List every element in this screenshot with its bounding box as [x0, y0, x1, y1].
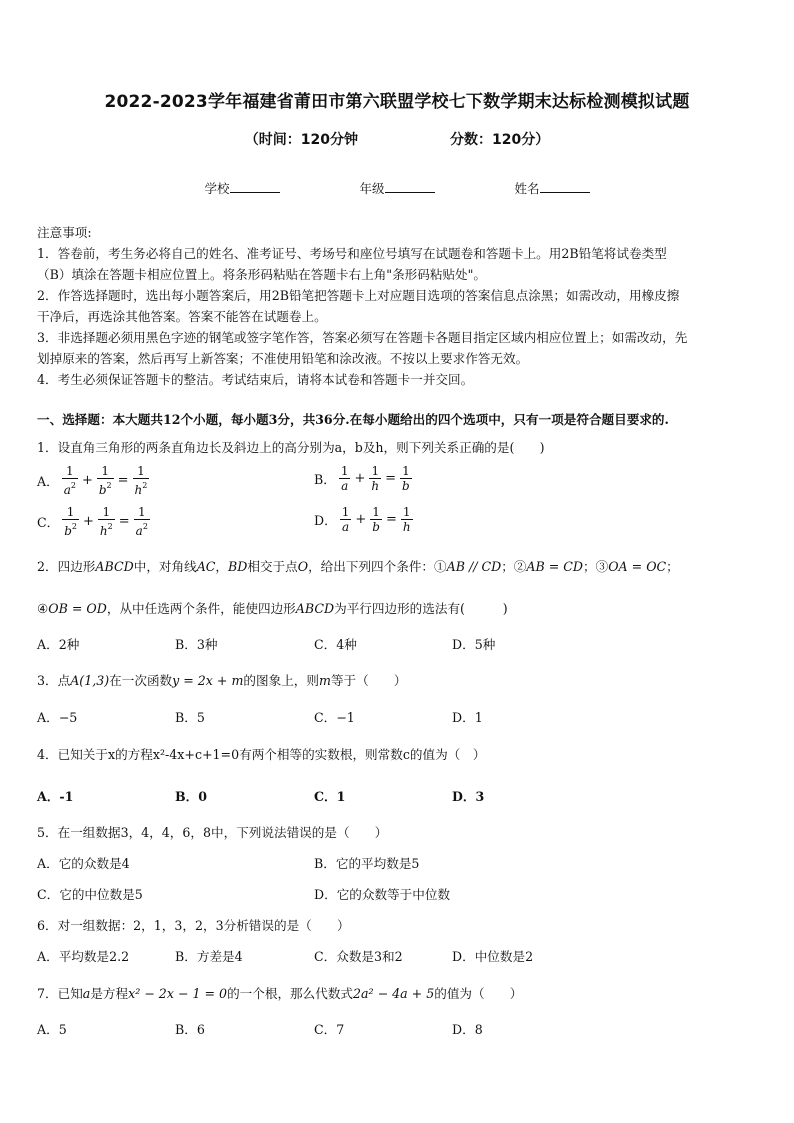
- q5-option-c: C．它的中位数是5: [37, 887, 143, 902]
- question-2-stem: 2．四边形ABCD中，对角线AC，BD相交于点O，给出下列四个条件：①AB // CD；②AB = CD；③OA = OC；: [37, 559, 679, 574]
- q1-option-b: B． 1 a + $\frac{1}{h}$ = $\frac{1}{b}$: [314, 464, 410, 493]
- notes-line: 2．作答选择题时，选出每小题答案后，用2B铅笔把答题卡上对应题目选项的答案信息点涂黑；如需改动，用橡皮擦: [37, 288, 680, 303]
- option-label: A．: [37, 474, 59, 489]
- notes-line: 1．答卷前，考生务必将自己的姓名、准考证号、考场号和座位号填写在试题卷和答题卡上。用2B铅笔将试卷类型: [37, 246, 667, 261]
- time-limit: （时间：120分钟: [244, 132, 358, 148]
- question-5-stem: 5．在一组数据3，4，4，6，8中，下列说法错误的是（ ）: [37, 825, 388, 840]
- q3-option-c: C．−1: [314, 710, 355, 725]
- exam-info: [0, 129, 794, 149]
- q5-option-a: A．它的众数是4: [37, 856, 130, 871]
- q2-option-b: B．3种: [175, 637, 218, 652]
- notes-heading: 注意事项:: [37, 225, 92, 240]
- name-label: 姓名: [514, 181, 540, 196]
- q1-option-d: D． 1 a + $\frac{1}{b}$ = $\frac{1}{h}$: [314, 505, 411, 534]
- question-7-stem: 7．已知a是方程x² − 2x − 1 = 0的一个根，那么代数式2a² − 4a + 5的值为（ ）: [37, 986, 523, 1001]
- question-1-stem: 1．设直角三角形的两条直角边长及斜边上的高分别为a，b及h，则下列关系正确的是( ): [37, 440, 545, 455]
- school-blank: [230, 180, 280, 193]
- q5-option-b: B．它的平均数是5: [314, 856, 420, 871]
- school-label: 学校: [204, 181, 230, 196]
- notes-line: 3．非选择题必须用黑色字迹的钢笔或签字笔作答，答案必须写在答题卡各题目指定区域内相应位置上；如需改动，先: [37, 330, 688, 345]
- total-score: 分数：120分）: [450, 132, 550, 148]
- q4-option-b: B．0: [175, 789, 208, 804]
- q4-option-d: D．3: [452, 789, 485, 804]
- q7-option-b: B．6: [175, 1022, 205, 1037]
- q7-option-c: C．7: [314, 1022, 345, 1037]
- notes-line: 干净后，再选涂其他答案。答案不能答在试题卷上。: [37, 309, 327, 324]
- notes-line: 划掉原来的答案，然后再写上新答案；不准使用铅笔和涂改液。不按以上要求作答无效。: [37, 351, 529, 366]
- notes-line: （B）填涂在答题卡相应位置上。将条形码粘贴在答题卡右上角"条形码粘贴处"。: [37, 267, 487, 282]
- question-2-stem-line2: ④OB = OD，从中任选两个条件，能使四边形ABCD为平行四边形的选法有( ): [37, 601, 508, 616]
- notes-line: 4．考生必须保证答题卡的整洁。考试结束后，请将本试卷和答题卡一并交回。: [37, 372, 474, 387]
- section-heading: 一、选择题：本大题共12个小题，每小题3分，共36分.在每小题给出的四个选项中，只有一项是符合题目要求的.: [37, 412, 669, 427]
- q2-option-d: D．5种: [452, 637, 496, 652]
- page-title: 2022-2023学年福建省莆田市第六联盟学校七下数学期末达标检测模拟试题: [104, 92, 690, 112]
- q2-option-a: A．2种: [37, 637, 80, 652]
- q4-option-a: A．-1: [37, 789, 74, 804]
- q7-option-d: D．8: [452, 1022, 483, 1037]
- grade-blank: [385, 180, 435, 193]
- q4-option-c: C．1: [314, 789, 346, 804]
- q6-option-d: D．中位数是2: [452, 949, 534, 964]
- question-4-stem: 4．已知关于x的方程x²-4x+c+1=0有两个相等的实数根，则常数c的值为（ ）: [37, 747, 486, 762]
- grade-label: 年级: [359, 181, 385, 196]
- q3-option-b: B．5: [175, 710, 205, 725]
- q6-option-b: B．方差是4: [175, 949, 243, 964]
- option-label: D．: [314, 513, 337, 528]
- q6-option-a: A．平均数是2.2: [37, 949, 130, 964]
- notes-block: [37, 222, 757, 390]
- q6-option-c: C．众数是3和2: [314, 949, 403, 964]
- q3-option-a: A．−5: [37, 710, 78, 725]
- q3-option-d: D．1: [452, 710, 483, 725]
- q7-option-a: A．5: [37, 1022, 67, 1037]
- question-6-stem: 6．对一组数据：2，1，3，2，3分析错误的是（ ）: [37, 918, 350, 933]
- question-3-stem: 3．点A(1,3)在一次函数y = 2x + m的图象上，则m等于（ ）: [37, 673, 407, 688]
- option-label: C．: [37, 515, 60, 530]
- q5-option-d: D．它的众数等于中位数: [314, 887, 451, 902]
- name-blank: [540, 180, 590, 193]
- student-info-line: [0, 179, 794, 197]
- q1-option-a: A． 1 $a^2$ + $\frac{1}{b^2}$ = $\frac{1}{h^2}$: [37, 464, 148, 497]
- option-label: B．: [314, 472, 336, 487]
- q1-option-c: C． 1 $b^2$ + $\frac{1}{h^2}$ = $\frac{1}{a^2}$: [37, 505, 148, 538]
- q2-option-c: C．4种: [314, 637, 357, 652]
